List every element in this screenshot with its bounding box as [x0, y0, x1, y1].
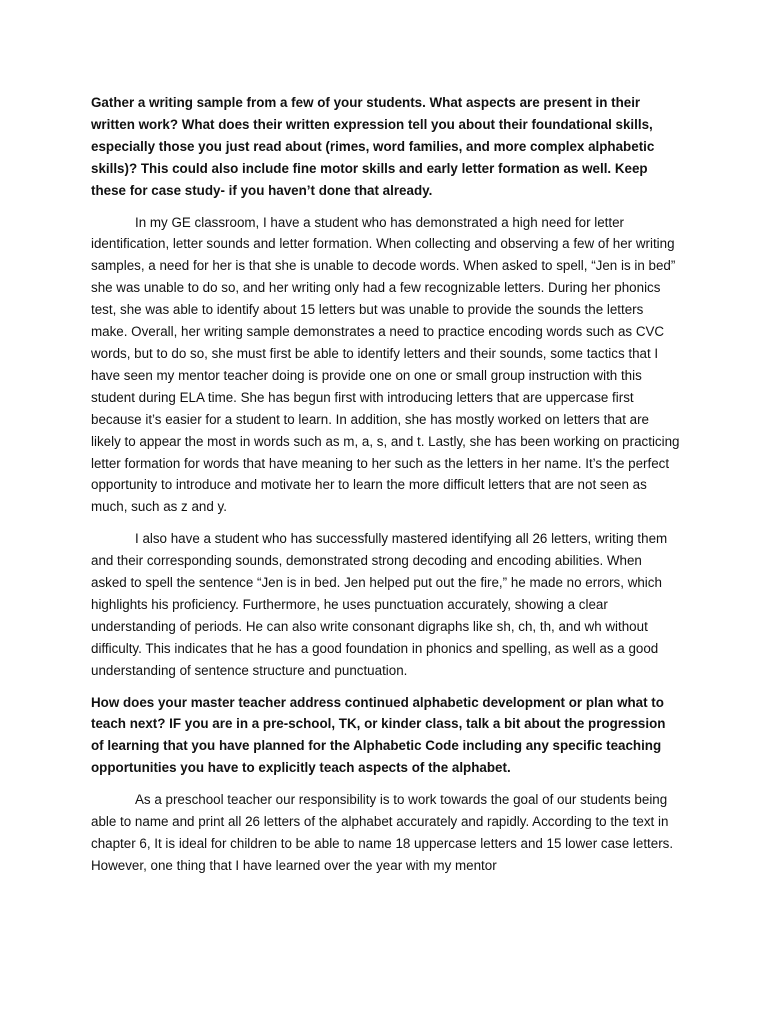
document-page — [91, 92, 681, 887]
prompt-question-2: How does your master teacher address continued alphabetic development or plan what to teach next? IF you are in a pre-school, TK, or kinder class, talk a bit about the progression of learning that you have planned for the Alphabetic Code including any specific teaching opportunities you have to explicitly teach aspects of the alphabet. — [91, 694, 666, 776]
response-paragraph-2: I also have a student who has successfully mastered identifying all 26 letters, writing them and their corresponding sounds, demonstrated strong decoding and encoding abilities. When asked to spell the sentence “Jen is in bed. Jen helped put out the fire,” he made no errors, which highlights his proficiency. Furthermore, he uses punctuation accurately, showing a clear understanding of periods. He can also write consonant digraphs like sh, ch, th, and wh without difficulty. This indicates that he has a good foundation in phonics and spelling, as well as a good understanding of sentence structure and punctuation. — [91, 531, 668, 678]
response-paragraph-1: In my GE classroom, I have a student who has demonstrated a high need for letter identification, letter sounds and letter formation. When collecting and observing a few of her writing samples, a need for her is that she is unable to decode words. When asked to spell, “Jen is in bed” she was unable to do so, and her writing only had a few recognizable letters. During her phonics test, she was able to identify about 15 letters but was unable to provide the sounds the letters make. Overall, her writing sample demonstrates a need to practice encoding words such as CVC words, but to do so, she must first be able to identify letters and their sounds, some tactics that I have seen my mentor teacher doing is provide one on one or small group instruction with this student during ELA time. She has begun first with introducing letters that are uppercase first because it’s easier for a student to learn. In addition, she has mostly worked on letters that are likely to appear the most in words such as m, a, s, and t. Lastly, she has been working on practicing letter formation for words that have meaning to her such as the letters in her name. It’s the perfect opportunity to introduce and motivate her to learn the more difficult letters that are not seen as much, such as z and y. — [91, 214, 680, 515]
prompt-question-1: Gather a writing sample from a few of your students. What aspects are present in their written work? What does their written expression tell you about their foundational skills, especially those you just read about (rimes, word families, and more complex alphabetic skills)? This could also include fine motor skills and early letter formation as well. Keep these for case study- if you haven’t done that already. — [91, 95, 655, 198]
response-paragraph-3: As a preschool teacher our responsibility is to work towards the goal of our students being able to name and print all 26 letters of the alphabet accurately and rapidly. According to the text in chapter 6, It is ideal for children to be able to name 18 uppercase letters and 15 lower case letters. However, one thing that I have learned over the year with my mentor — [91, 792, 674, 873]
